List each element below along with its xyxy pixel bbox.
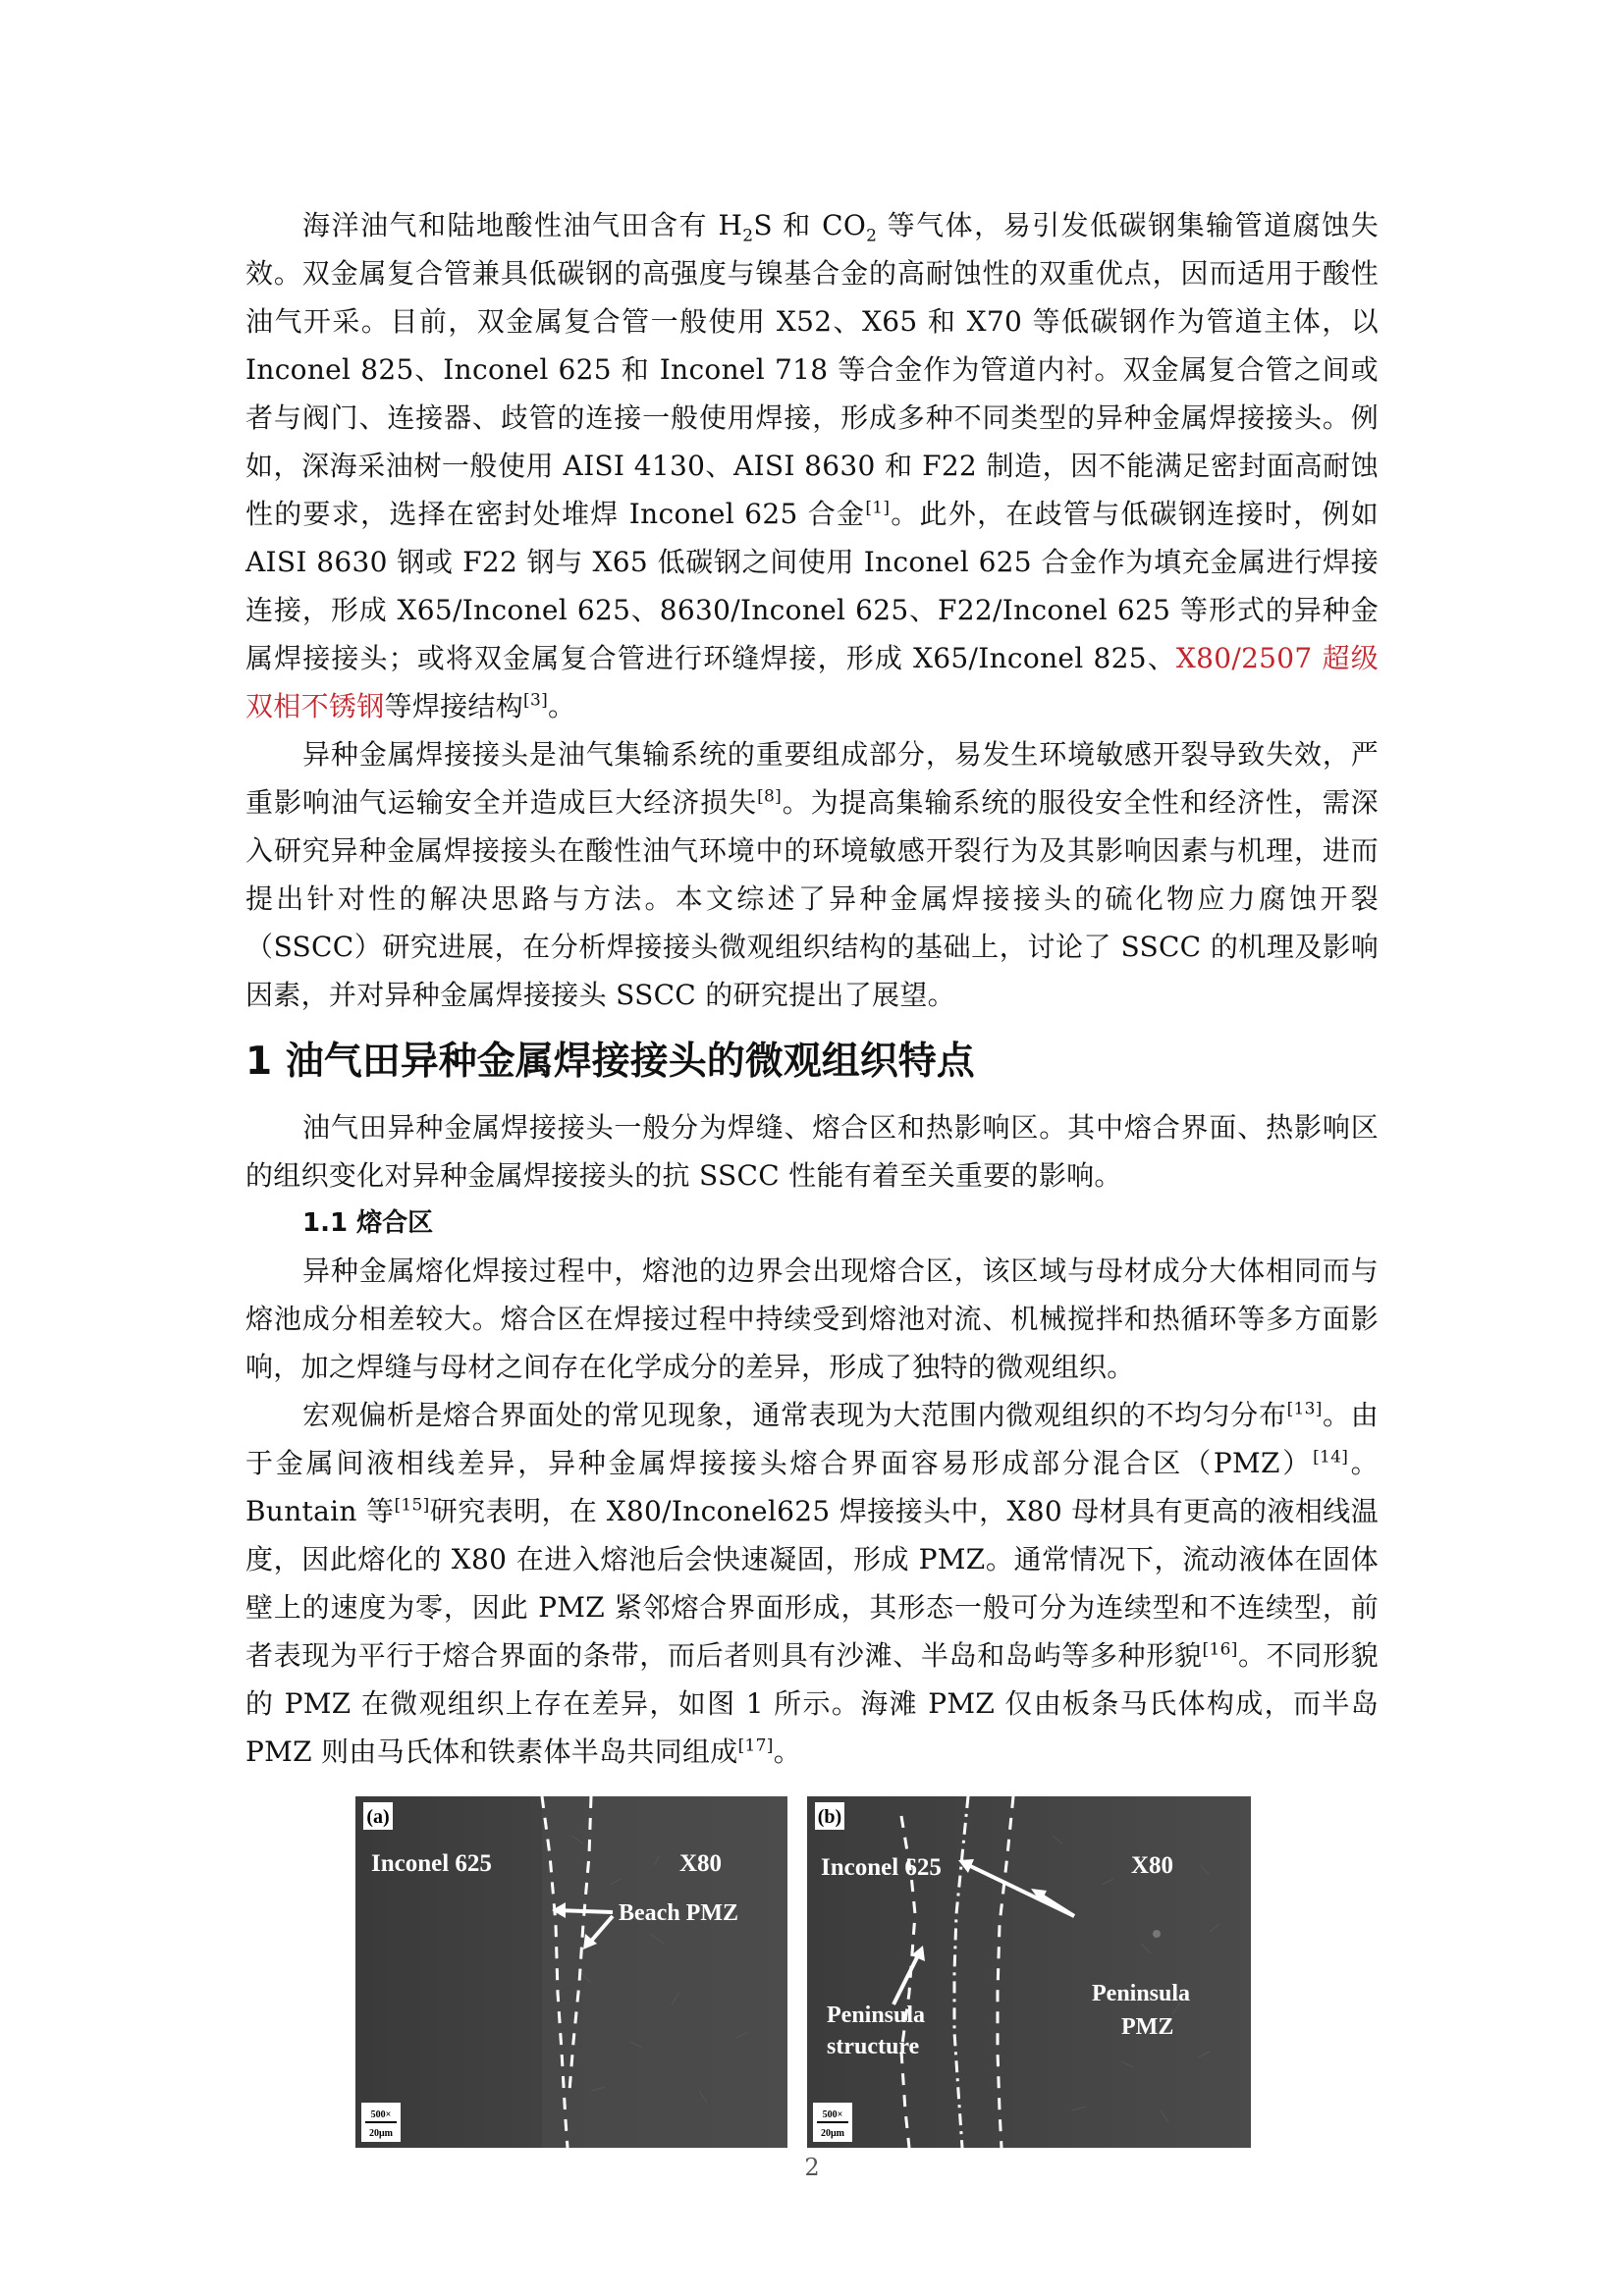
citation: [3] <box>523 690 549 711</box>
paragraph-motivation: 异种金属焊接接头是油气集输系统的重要组成部分，易发生环境敏感开裂导致失效，严重影响油气运输安全并造成巨大经济损失[8]。为提高集输系统的服役安全性和经济性，需深入研究异种金属焊接接头在酸性油气环境中的环境敏感开裂行为及其影响因素与机理，进而提出针对性的解决思路与方法。本文综述了异种金属焊接接头的硫化物应力腐蚀开裂（SSCC）研究进展，在分析焊接接头微观组织结构的基础上，讨论了 SSCC 的机理及影响因素，并对异种金属焊接接头 SSCC 的研究提出了展望。 <box>245 738 1379 1011</box>
figure-1 <box>355 1796 1251 2148</box>
figure-panel-b <box>807 1796 1251 2148</box>
section-heading: 1 油气田异种金属焊接接头的微观组织特点 <box>245 1040 975 1084</box>
left-material-label: Inconel 625 <box>821 1854 942 1881</box>
citation: [14] <box>1313 1447 1349 1468</box>
highlighted-text: X80/2507 超级双相不锈钢 <box>245 642 1379 722</box>
left-material-label: Inconel 625 <box>371 1850 492 1877</box>
scale-magnification: 500× <box>370 2109 392 2120</box>
annotation-label: structure <box>827 2034 920 2059</box>
annotation-label: PMZ <box>1121 2014 1174 2040</box>
page-number: 2 <box>804 2154 820 2181</box>
right-material-label: X80 <box>679 1850 723 1877</box>
annotation-label: Peninsula <box>827 2002 926 2028</box>
figure-panel-a <box>355 1796 787 2148</box>
paragraph-intro: 海洋油气和陆地酸性油气田含有 $H_2S$ 和 $CO_2$ 等气体，易引发低碳钢集输管道腐蚀失效。双金属复合管兼具低碳钢的高强度与镍基合金的高耐蚀性的双重优点，因而适用于酸性油气开采。目前，双金属复合管一般使用 X52、X65 和 X70 等低碳钢作为管道主体，以 Inconel 825、Inconel 625 和 Inconel 718 等合金作为管道内衬。双金属复合管之间或者与阀门、连接器、歧管的连接一般使用焊接，形成多种不同类型的异种金属焊接接头。例如，深海采油树一般使用 AISI 4130、AISI 8630 和 F22 制造，因不能满足密封面高耐蚀性的要求，选择在密封处堆焊 Inconel 625 合金[1]。此外，在歧管与低碳钢连接时，例如 AISI 8630 钢或 F22 钢与 X65 低碳钢之间使用 Inconel 625 合金作为填充金属进行焊接连接，形成 X65/Inconel 625、8630/Inconel 625、F22/Inconel 625 等形式的异种金属焊接接头；或将双金属复合管进行环缝焊接，形成 X65/Inconel 825、X80/2507 超级双相不锈钢等焊接结构[3]。 <box>245 209 1379 722</box>
citation: [13] <box>1286 1399 1323 1419</box>
panel-label: (b) <box>817 1806 842 1828</box>
scale-length: 20μm <box>369 2128 393 2139</box>
subsection-heading: 1.1 熔合区 <box>302 1208 434 1238</box>
citation: [8] <box>757 786 783 807</box>
citation: [17] <box>737 1735 774 1756</box>
paragraph-section-intro: 油气田异种金属焊接接头一般分为焊缝、熔合区和热影响区。其中熔合界面、热影响区的组织变化对异种金属焊接接头的抗 SSCC 性能有着至关重要的影响。 <box>245 1111 1379 1192</box>
scale-magnification: 500× <box>822 2109 843 2120</box>
right-material-label: X80 <box>1131 1852 1174 1879</box>
panel-label: (a) <box>366 1806 390 1828</box>
micrograph-background <box>807 1796 1251 2148</box>
scale-length: 20μm <box>821 2128 844 2139</box>
page-body <box>245 201 1379 1776</box>
citation: [16] <box>1202 1639 1238 1660</box>
paragraph-fusion-zone: 异种金属熔化焊接过程中，熔池的边界会出现熔合区，该区域与母材成分大体相同而与熔池成分相差较大。熔合区在焊接过程中持续受到熔池对流、机械搅拌和热循环等多方面影响，加之焊缝与母材之间存在化学成分的差异，形成了独特的微观组织。 <box>245 1255 1379 1383</box>
annotation-label: Beach PMZ <box>619 1900 738 1926</box>
paragraph-pmz: 宏观偏析是熔合界面处的常见现象，通常表现为大范围内微观组织的不均匀分布[13]。由于金属间液相线差异，异种金属焊接接头熔合界面容易形成部分混合区（PMZ）[14]。Buntain 等[15]研究表明，在 X80/Inconel625 焊接接头中，X80 母材具有更高的液相线温度，因此熔化的 X80 在进入熔池后会快速凝固，形成 PMZ。通常情况下，流动液体在固体壁上的速度为零，因此 PMZ 紧邻熔合界面形成，其形态一般可分为连续型和不连续型，前者表现为平行于熔合界面的条带，而后者则具有沙滩、半岛和岛屿等多种形貌[16]。不同形貌的 PMZ 在微观组织上存在差异，如图 1 所示。海滩 PMZ 仅由板条马氏体构成，而半岛 PMZ 则由马氏体和铁素体半岛共同组成[17]。 <box>245 1399 1380 1768</box>
citation: [1] <box>865 498 891 518</box>
annotation-label: Peninsula <box>1092 1981 1191 2006</box>
citation: [15] <box>394 1495 430 1516</box>
